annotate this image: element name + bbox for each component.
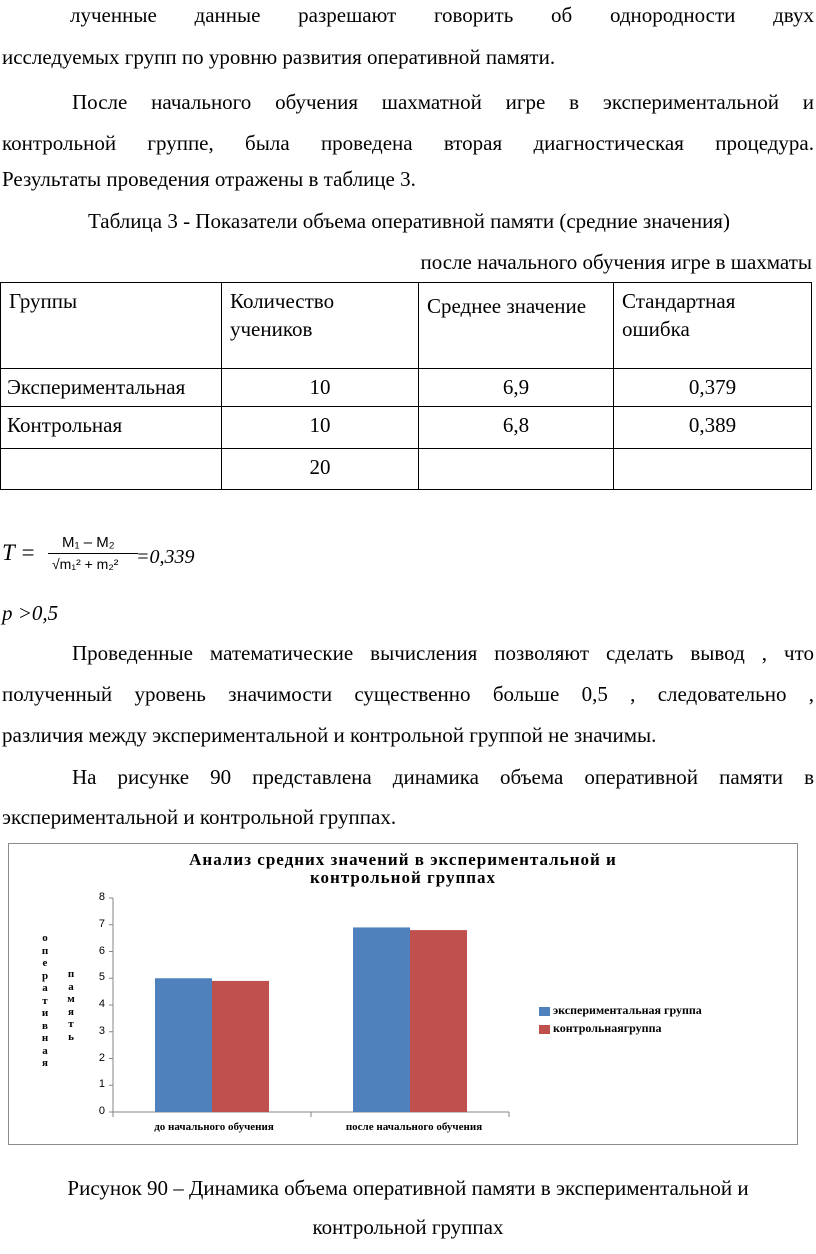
paragraph-4-line-1: На рисунке 90 представлена динамика объема оперативной памяти в xyxy=(72,765,814,789)
cell-count: 10 xyxy=(222,407,419,449)
fraction-bar xyxy=(48,553,138,554)
y-tick-label: 3 xyxy=(98,1024,105,1037)
y-axis-label-part-1: о п е р а т и в н а я xyxy=(41,932,49,1069)
bar xyxy=(212,981,269,1112)
legend-label-control: контрольнаягруппа xyxy=(553,1021,662,1035)
bar xyxy=(155,978,212,1112)
paragraph-3-line-3: различия между экспериментальной и контрольной группой не значимы. xyxy=(2,723,657,747)
y-tick-label: 6 xyxy=(98,944,105,957)
y-tick-label: 5 xyxy=(98,971,105,984)
figure-caption-line-1: Рисунок 90 – Динамика объема оперативной памяти в экспериментальной и xyxy=(67,1176,749,1200)
paragraph-1-line-1: лученные данные разрешают говорить об однородности двух xyxy=(70,3,814,27)
results-table xyxy=(0,282,812,490)
category-label: после начального обучения xyxy=(345,1121,483,1133)
header-groups: Группы xyxy=(1,283,222,369)
cell-group: Контрольная xyxy=(1,407,222,449)
y-axis-label-part-2: п а м я т ь xyxy=(67,968,75,1043)
figure-caption-line-2: контрольной группах xyxy=(312,1215,504,1239)
formula-numerator: M₁ – M₂ xyxy=(62,534,115,551)
cell-std-error xyxy=(614,449,812,490)
table-caption-line-2: после начального обучения игре в шахматы xyxy=(420,250,812,274)
header-mean: Среднее значение xyxy=(419,283,614,369)
paragraph-3-line-1: Проведенные математические вычисления позволяют сделать вывод , что xyxy=(72,641,814,665)
cell-mean xyxy=(419,449,614,490)
bar-chart xyxy=(8,843,798,1145)
formula-result: =0,339 xyxy=(136,546,195,568)
bar xyxy=(353,927,410,1112)
cell-count: 10 xyxy=(222,369,419,407)
y-tick-label: 1 xyxy=(98,1078,105,1091)
y-tick-label: 4 xyxy=(98,998,105,1010)
table-caption-line-1: Таблица 3 - Показатели объема оперативной памяти (средние значения) xyxy=(88,209,730,233)
y-tick-label: 7 xyxy=(98,917,105,930)
legend-swatch-experimental xyxy=(539,1007,550,1016)
t-test-formula xyxy=(0,534,220,578)
cell-mean: 6,8 xyxy=(419,407,614,449)
table-header-row xyxy=(1,283,812,369)
paragraph-4-line-2: экспериментальной и контрольной группах. xyxy=(2,805,397,829)
table-row xyxy=(1,407,812,449)
chart-title-line-1: Анализ средних значений в экспериментальной и xyxy=(189,850,617,869)
y-tick-label: 8 xyxy=(98,891,105,903)
bar xyxy=(410,930,467,1112)
y-tick-label: 2 xyxy=(98,1051,105,1064)
legend-label-experimental: экспериментальная группа xyxy=(553,1003,702,1017)
formula-denominator: √m₁² + m₂² xyxy=(52,556,119,572)
formula-lhs: T = xyxy=(2,540,36,565)
cell-group: Экспериментальная xyxy=(1,369,222,407)
p-value: p >0,5 xyxy=(2,601,59,625)
chart-title-line-2: контрольной группах xyxy=(309,868,497,887)
paragraph-2-line-1: После начального обучения шахматной игре в экспериментальной и xyxy=(72,90,814,114)
header-student-count: Количество учеников xyxy=(222,283,419,369)
cell-count: 20 xyxy=(222,449,419,490)
paragraph-2-line-2: контрольной группе, была проведена вторая диагностическая процедура. xyxy=(2,131,814,155)
paragraph-2-line-3: Результаты проведения отражены в таблице 3. xyxy=(2,167,416,191)
legend-item-experimental xyxy=(539,1003,702,1018)
legend-swatch-control xyxy=(539,1025,550,1034)
cell-std-error: 0,379 xyxy=(614,369,812,407)
chart-plot-area xyxy=(9,844,797,1144)
cell-group xyxy=(1,449,222,490)
y-tick-label: 0 xyxy=(98,1105,105,1117)
header-std-error: Стандартная ошибка xyxy=(614,283,812,369)
cell-std-error: 0,389 xyxy=(614,407,812,449)
legend-item-control xyxy=(539,1021,662,1036)
table-row xyxy=(1,449,812,490)
table-row xyxy=(1,369,812,407)
paragraph-3-line-2: полученный уровень значимости существенно больше 0,5 , следовательно , xyxy=(2,682,814,706)
paragraph-1-line-2: исследуемых групп по уровню развития оперативной памяти. xyxy=(2,45,556,69)
cell-mean: 6,9 xyxy=(419,369,614,407)
category-label: до начального обучения xyxy=(154,1121,274,1133)
